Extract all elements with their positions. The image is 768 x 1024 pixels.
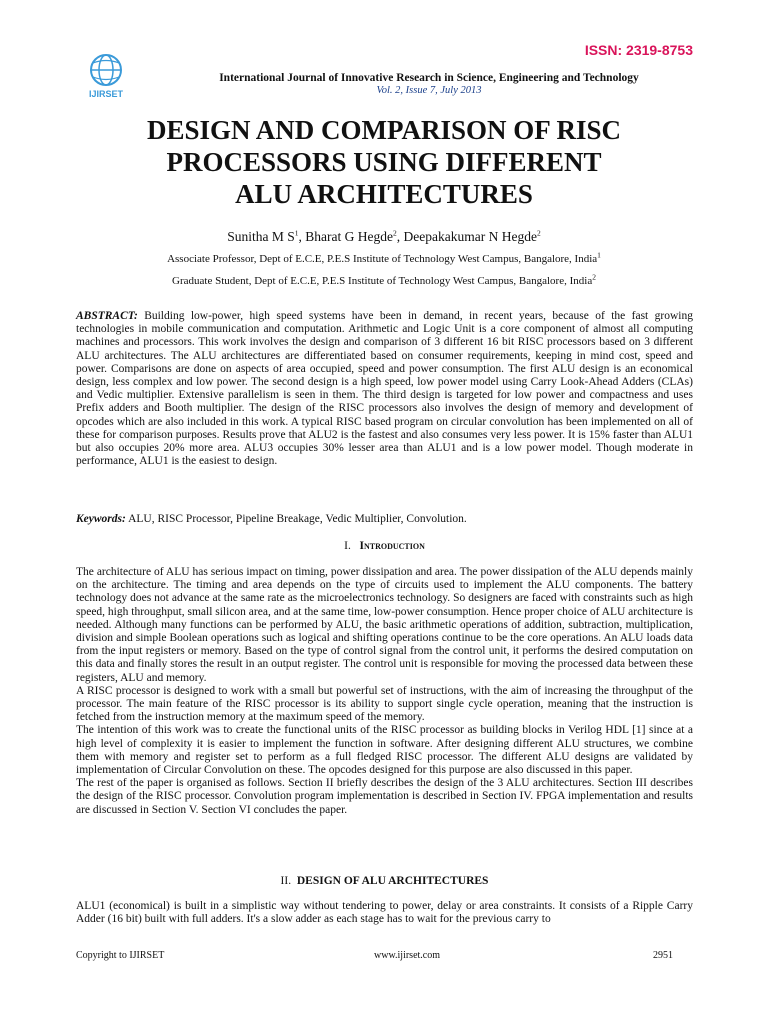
introduction-body [76, 566, 693, 817]
author-2-sup: 2 [393, 228, 397, 238]
journal-logo [84, 52, 128, 100]
author-2: Bharat G Hegde [305, 229, 394, 244]
title-line-2: PROCESSORS USING DIFFERENT [166, 147, 602, 177]
globe-icon [84, 52, 128, 100]
title-line-1: DESIGN AND COMPARISON OF RISC [146, 115, 622, 145]
intro-paragraph-2: A RISC processor is designed to work with a small but powerful set of instructions, with the aim of increasing the throughput of the processor. The main feature of the RISC processor is its ability to support single cycle operation, meaning that the instruction is fetched from the instruction memory at the maximum speed of the memory. [76, 684, 693, 724]
abstract [76, 310, 693, 468]
journal-name: International Journal of Innovative Research in Science, Engineering and Technology [219, 72, 639, 84]
title-line-3: ALU ARCHITECTURES [235, 179, 533, 209]
author-3: Deepakakumar N Hegde [403, 229, 537, 244]
affiliation-1: Associate Professor, Dept of E.C.E, P.E.S Institute of Technology West Campus, Bangalore, India$^1$ [167, 250, 601, 265]
author-1: Sunitha M S [227, 229, 295, 244]
footer-copyright: Copyright to IJIRSET [76, 950, 165, 961]
author-1-sup: 1 [294, 228, 299, 238]
logo-text: IJIRSET [88, 89, 124, 99]
author-3-sup: 2 [536, 228, 541, 238]
intro-paragraph-4: The rest of the paper is organised as follows. Section II briefly describes the design of the 3 ALU architectures. Section III describes the design of the RISC processor. Convolution program implementation is described in Section IV. FPGA implementation and results are discussed in Section V. Section VI concludes the paper. [76, 777, 693, 816]
journal-volume: Vol. 2, Issue 7, July 2013 [376, 85, 482, 96]
keywords [76, 513, 693, 526]
section-2-heading [76, 875, 693, 888]
keywords-text: ALU, RISC Processor, Pipeline Breakage, Vedic Multiplier, Convolution. [128, 513, 467, 525]
alu-paragraph-1: ALU1 (economical) is built in a simplistic way without tendering to power, delay or area constraints. It consists of a Ripple Carry Adder (16 bit) built with full adders. It's a slow adder as each stage has to wait for the previous carry to [76, 900, 693, 926]
affiliation-2: Graduate Student, Dept of E.C.E, P.E.S Institute of Technology West Campus, Bangalore, India$^2$ [172, 272, 596, 287]
author-list: Sunitha M $S^1$, Bharat G Hegde$^2$, Deepakakumar N Hegde$^2$ [227, 228, 541, 244]
paper-title [60, 114, 708, 210]
footer-page-number: 2951 [653, 950, 673, 961]
issn-label: ISSN: 2319-8753 [584, 42, 693, 58]
keywords-label: Keywords: [76, 513, 126, 525]
section-2-number: II. [280, 875, 292, 887]
abstract-text: Building low-power, high speed systems have been in demand, in recent years, because of the fast growing technologies in mobile communication and computation. Arithmetic and Logic Unit is a core component of almost all computing machines and processors. This work involves the design and comparison of 3 different 16 bit RISC processors based on 3 different ALU architectures. The ALU architectures are differentiated based on consumer requirements, keeping in mind cost, speed and power. Comparisons are done on aspects of area occupied, speed and power consumption. The first ALU design is an economical design, less complex and low power. The second design is a high speed, low power model using Carry Look-Ahead Adders (CLAs) and Vedic multiplier. Extensive parallelism is seen in them. The third design is targeted for low power and compactness and uses Prefix adders and Booth multiplier. The design of the RISC processors also involves the design of memory and development of opcodes which are also included in this work. A typical RISC based program on circular convolution has been implemented on all of these for comparison purposes. Results prove that ALU2 is the fastest and also consumes very less power. It is 15% faster than ALU1 but also occupies 20% more area. ALU3 occupies 30% lesser area than ALU1 and is a low power model. Though moderate in performance, ALU1 is the easiest to design. [76, 310, 693, 468]
intro-paragraph-1: The architecture of ALU has serious impact on timing, power dissipation and area. The power dissipation of the ALU depends mainly on the architecture. The timing and area depends on the type of circuits used to implement the ALU components. The battery technology does not advance at the same rate as the microelectronics technology. So designers are faced with constraints such as high speed, high throughput, small silicon area, and at the same time, low-power consumption. Hence proper choice of ALU architecture is needed. Although many functions can be performed by ALU, the basic arithmetic operations of addition, subtraction, multiplication, division and simple Boolean operations such as logical and shifting operations continue to be the core operations. An ALU loads data from the input registers or memory. Based on the type of control signal from the control unit, it performs the desired computation on this data and finally stores the result in an output register. The control unit is responsible for moving the processed data between these registers, ALU and memory. [76, 566, 693, 684]
section-1-number: I. [344, 540, 351, 552]
intro-paragraph-3: The intention of this work was to create the functional units of the RISC processor as building blocks in Verilog HDL [1] since at a high level of complexity it is easier to implement the function in software. After designing different ALU structures, we combine them with memory and register set to perform as a full fledged RISC processor. The different ALU designs are validated by implementation of Circular Convolution on these. The opcodes designed for this purpose are also discussed in this paper. [76, 724, 693, 777]
section-1-heading [76, 540, 693, 553]
footer-website: www.ijirset.com [374, 950, 441, 961]
abstract-label: ABSTRACT: [76, 310, 138, 322]
journal-header [130, 72, 728, 96]
section-1-title: Introduction [359, 540, 425, 552]
section-2-title: DESIGN OF ALU ARCHITECTURES [296, 875, 489, 887]
